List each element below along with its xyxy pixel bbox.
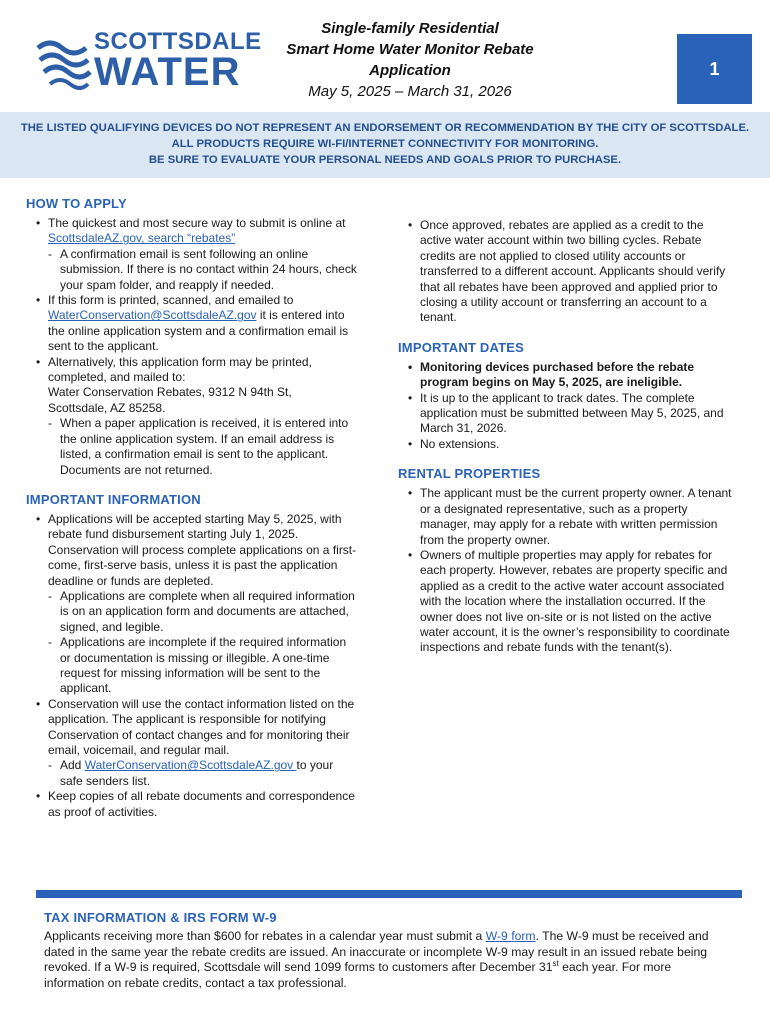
disclaimer-banner: [0, 112, 770, 178]
banner-line-3: BE SURE TO EVALUATE YOUR PERSONAL NEEDS AND GOALS PRIOR TO PURCHASE.: [148, 154, 622, 166]
item-text: to your safe senders list.: [60, 758, 334, 788]
scottsdale-water-logo: [36, 24, 262, 96]
list-item: [26, 355, 358, 417]
sub-item: - Applications are incomplete if the required information or documentation is missing or illegible. A one-time request for missing information will be sent to the applicant.: [26, 635, 358, 697]
sub-item: - A confirmation email is sent following an online submission. If there is no contact within 24 hours, check your spam folder, and reapply if needed.: [26, 247, 358, 293]
safe-senders-email-link[interactable]: WaterConservation@ScottsdaleAZ.gov: [84, 758, 297, 773]
important-dates-list: [398, 360, 738, 452]
approval-section: [398, 218, 738, 326]
tax-information-paragraph: [44, 929, 734, 991]
page-number-badge: 1: [677, 34, 752, 104]
document-title: [250, 18, 570, 103]
paragraph-text: Applicants receiving more than $600 for rebates in a calendar year must submit a: [44, 929, 486, 943]
paragraph-text: each year. For more information on rebate credits, contact a tax professional.: [44, 960, 672, 990]
ordinal-suffix: st: [552, 959, 559, 969]
water-waves-icon: [36, 34, 92, 90]
how-to-apply-list: [26, 216, 358, 478]
list-item: • Applications will be accepted starting May 5, 2025, with rebate fund disbursement starting July 1, 2025. Conservation will process complete applications on a first-come, first-serve basis, unless it is past the application deadline or funds are depleted.: [26, 512, 358, 589]
rental-properties-section: [398, 466, 738, 655]
item-text: Alternatively, this application form may be printed, completed, and mailed to:: [48, 354, 312, 385]
mailing-address-line-2: Scottsdale, AZ 85258.: [48, 400, 166, 415]
list-item: • Keep copies of all rebate documents and correspondence as proof of activities.: [26, 789, 358, 820]
left-column: [26, 196, 358, 834]
mailing-address-line-1: Water Conservation Rebates, 9312 N 94th St,: [48, 385, 292, 400]
program-dates: May 5, 2025 – March 31, 2026: [308, 83, 512, 100]
list-item: • Monitoring devices purchased before the rebate program begins on May 5, 2025, are ineligible.: [398, 360, 738, 391]
logo-text-water: WATER: [94, 50, 241, 94]
scottsdale-rebates-link[interactable]: ScottsdaleAZ.gov, search “rebates”: [48, 231, 236, 246]
paragraph-text: . The W-9 must be received and dated in the same year the rebate credits are issued. An inaccurate or incomplete W-9 may result in an issued rebate being revoked. If a W-9 is required, Scottsdale will send 1099 forms to customers after December 31: [44, 929, 709, 975]
sub-item: - When a paper application is received, it is entered into the online application system. If an email address is listed, a confirmation email is sent to the applicant. Documents are not returned.: [26, 416, 358, 478]
list-item: [26, 293, 358, 355]
item-text: it is entered into the online application system and a confirmation email is sent to the applicant.: [48, 308, 349, 354]
title-line-2: Smart Home Water Monitor Rebate Application: [286, 41, 534, 79]
important-dates-heading: IMPORTANT DATES: [398, 339, 525, 355]
list-item: • No extensions.: [398, 437, 738, 452]
tax-information-section: [44, 910, 734, 991]
item-text: Add: [60, 758, 85, 773]
list-item: • Owners of multiple properties may apply for rebates for each property. However, rebates are property specific and applied as a credit to the active water account associated with the location where the installation occurred. If the owner does not live on-site or is not listed on the active water account, it is the owner’s responsibility to coordinate inspections and rebate funds with the tenant(s).: [398, 548, 738, 656]
list-item: • It is up to the applicant to track dates. The complete application must be submitted between May 5, 2025, and March 31, 2026.: [398, 391, 738, 437]
list-item: • Once approved, rebates are applied as a credit to the active water account within two billing cycles. Rebate credits are not applied to closed utility accounts or transferred to a different account. Applicants should verify that all rebates have been approved and applied prior to closing a utility account or transferring an account to a tenant.: [398, 218, 738, 326]
how-to-apply-heading: HOW TO APPLY: [26, 196, 127, 211]
list-item: [26, 216, 358, 247]
logo-text-scottsdale: SCOTTSDALE: [94, 28, 262, 55]
section-divider: [36, 890, 742, 898]
page-header: [0, 0, 770, 112]
item-text: If this form is printed, scanned, and emailed to: [48, 293, 294, 308]
tax-information-heading: TAX INFORMATION & IRS FORM W-9: [44, 910, 277, 925]
important-information-heading: IMPORTANT INFORMATION: [26, 491, 201, 507]
rental-properties-heading: RENTAL PROPERTIES: [398, 466, 541, 482]
important-information-list: [26, 512, 358, 820]
item-text: The quickest and most secure way to submit is online at: [48, 216, 346, 230]
sub-item: - Applications are complete when all required information is on an application form and documents are attached, signed, and legible.: [26, 589, 358, 635]
how-to-apply-section: [26, 196, 358, 478]
right-column: [398, 196, 738, 670]
title-line-1: Single-family Residential: [321, 20, 499, 37]
sub-item: [26, 758, 358, 789]
rental-properties-list: [398, 486, 738, 655]
banner-line-1: THE LISTED QUALIFYING DEVICES DO NOT REPRESENT AN ENDORSEMENT OR RECOMMENDATION BY THE CITY OF SCOTTSDALE.: [20, 122, 750, 134]
list-item: • The applicant must be the current property owner. A tenant or a designated representative, such as a property manager, may apply for a rebate with written permission from the property owner.: [398, 486, 738, 548]
list-item: • Conservation will use the contact information listed on the application. The applicant is responsible for notifying Conservation of contact changes and for monitoring their email, voicemail, and regular mail.: [26, 697, 358, 759]
water-conservation-email-link[interactable]: WaterConservation@ScottsdaleAZ.gov: [48, 308, 257, 323]
banner-line-2: ALL PRODUCTS REQUIRE WI-FI/INTERNET CONNECTIVITY FOR MONITORING.: [171, 138, 599, 150]
important-dates-section: [398, 340, 738, 452]
w9-form-link[interactable]: W-9 form: [485, 929, 536, 943]
approval-list: [398, 218, 738, 326]
important-information-section: [26, 492, 358, 820]
